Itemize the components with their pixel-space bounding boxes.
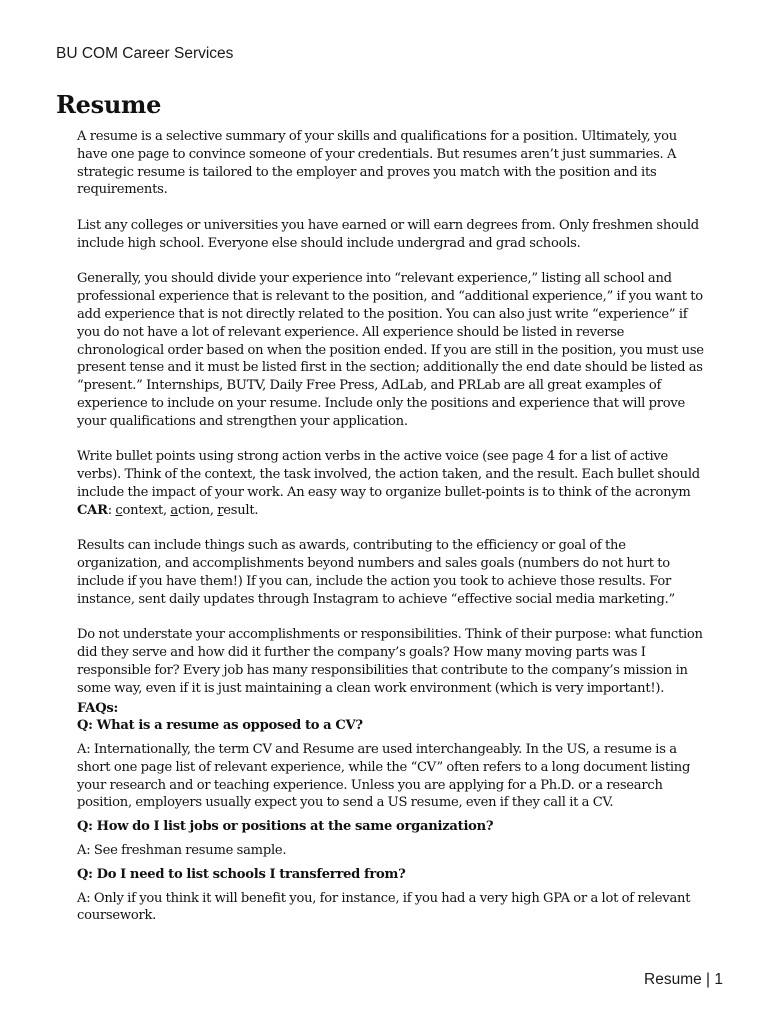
faq-question: Q: Do I need to list schools I transferred from?	[77, 866, 406, 882]
faq-answer: A: Internationally, the term CV and Resume are used interchangeably. In the US, a resume is a short one page list of relevant experience, while the “CV” often refers to a long document listing your research and or teaching experience. Unless you are applying for a Ph.D. or a research position, employers usually expect you to send a US resume, even if they call it a CV.	[77, 742, 691, 811]
faq-heading: FAQs:	[77, 700, 119, 716]
car-a-letter: a	[170, 502, 178, 518]
car-r-letter: r	[217, 502, 224, 518]
paragraph-accomplishments: Do not understate your accomplishments or responsibilities. Think of their purpose: what function did they serve and how did it further the company’s goals? How many moving parts was I responsible for? Every job has many responsibilities that contribute to the company’s mission in some way, even if it is just maintaining a clean work environment (which is very important!).	[77, 627, 703, 696]
car-c-letter: c	[115, 502, 123, 518]
car-separator: :	[107, 502, 116, 518]
document-body	[77, 128, 707, 931]
page-title: Resume	[56, 90, 162, 119]
car-a-rest: ction,	[177, 502, 218, 518]
paragraph-intro: A resume is a selective summary of your skills and qualifications for a position. Ultimately, you have one page to convince someone of your credentials. But resumes aren’t just summaries. A strategic resume is tailored to the employer and proves you match with the position and its requirements.	[77, 129, 677, 198]
faq-answer: A: See freshman resume sample.	[77, 843, 287, 859]
paragraph-bullets	[77, 448, 707, 519]
car-acronym: CAR	[77, 502, 108, 518]
car-c-rest: ontext,	[122, 502, 171, 518]
bullets-text: Write bullet points using strong action verbs in the active voice (see page 4 for a list of active verbs). Think of the context, the task involved, the action taken, and the result. Each bullet should include the impact of your work. An easy way to organize bullet-points is to think of the acronym	[77, 449, 700, 500]
page-footer: Resume | 1	[644, 971, 723, 988]
faq-question: Q: What is a resume as opposed to a CV?	[77, 718, 363, 734]
faq-question: Q: How do I list jobs or positions at the same organization?	[77, 819, 494, 835]
paragraph-results: Results can include things such as awards, contributing to the efficiency or goal of the organization, and accomplishments beyond numbers and sales goals (numbers do not hurt to include if you have them!) If you can, include the action you took to achieve those results. For instance, sent daily updates through Instagram to achieve “effective social media marketing.”	[77, 538, 675, 607]
paragraph-education: List any colleges or universities you have earned or will earn degrees from. Only freshmen should include high school. Everyone else should include undergrad and grad schools.	[77, 217, 699, 251]
car-r-rest: esult.	[223, 502, 259, 518]
faq-answer: A: Only if you think it will benefit you, for instance, if you had a very high GPA or a lot of relevant coursework.	[77, 890, 691, 924]
page-header: BU COM Career Services	[56, 45, 234, 62]
paragraph-experience: Generally, you should divide your experience into “relevant experience,” listing all school and professional experience that is relevant to the position, and “additional experience,” if you want to add experience that is not directly related to the position. You can also just write “experience” if you do not have a lot of relevant experience. All experience should be listed in reverse chronological order based on when the position ended. If you are still in the position, you must use present tense and it must be listed first in the section; additionally the end date should be listed as “present.” Internships, BUTV, Daily Free Press, AdLab, and PRLab are all great examples of experience to include on your resume. Include only the positions and experience that will prove your qualifications and strengthen your application.	[77, 271, 704, 429]
